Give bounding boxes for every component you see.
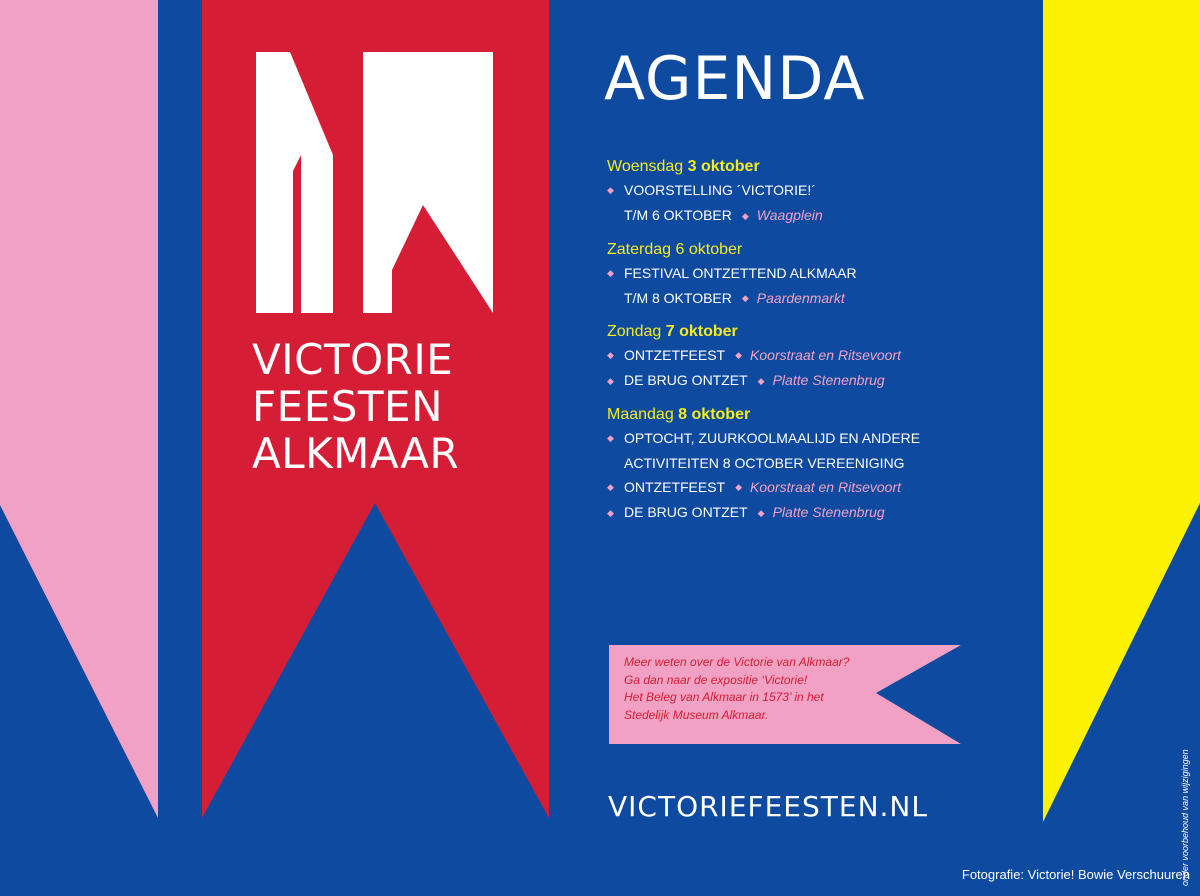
event-title: ONTZETFEEST: [624, 479, 726, 496]
event-line: [607, 451, 1027, 475]
agenda-heading: AGENDA: [604, 44, 866, 114]
event-line: [607, 426, 1027, 451]
day-heading: [607, 321, 1027, 343]
title-line-3: ALKMAAR: [252, 429, 460, 478]
event-title-cont: T/M 8 OKTOBER: [624, 289, 732, 306]
promo-line: Meer weten over de Victorie van Alkmaar?: [624, 655, 850, 669]
promo-line: Het Beleg van Alkmaar in 1573’ in het: [624, 690, 824, 704]
event-line: [607, 343, 1027, 368]
event-location: Koorstraat en Ritsevoort: [750, 479, 902, 496]
bullet-icon: ◆: [607, 482, 614, 493]
day-heading: [607, 404, 1027, 426]
event-location: Koorstraat en Ritsevoort: [750, 347, 902, 364]
event-line: [607, 261, 1027, 286]
title-line-1: VICTORIE: [252, 335, 454, 384]
day-date: 6 oktober: [675, 240, 743, 258]
event-location: Paardenmarkt: [756, 289, 845, 306]
event-title: ONTZETFEEST: [624, 347, 726, 364]
event-location: Platte Stenenbrug: [772, 372, 885, 389]
photo-credit: Fotografie: Victorie! Bowie Verschuuren: [961, 867, 1190, 882]
day-date: 7 oktober: [665, 323, 738, 341]
bullet-icon: ◆: [607, 507, 614, 518]
day-name: Zaterdag: [607, 240, 672, 258]
website-url: VICTORIEFEESTEN.NL: [608, 790, 928, 823]
promo-text: [624, 654, 904, 724]
event-location: Waagplein: [756, 207, 823, 224]
promo-line: Ga dan naar de expositie ‘Victorie!: [624, 672, 808, 687]
event-location: Platte Stenenbrug: [772, 504, 885, 521]
bullet-icon: ◆: [607, 375, 614, 386]
bullet-icon: ◆: [741, 210, 749, 221]
bullet-icon: ◆: [735, 350, 743, 361]
bullet-icon: ◆: [607, 185, 614, 196]
bullet-icon: ◆: [607, 433, 614, 444]
bullet-icon: ◆: [757, 375, 765, 386]
event-title-cont: T/M 6 OKTOBER: [624, 207, 732, 224]
disclaimer-text: onder voorbehoud van wijzigingen: [1180, 749, 1190, 886]
event-title: [252, 336, 459, 477]
promo-line: Stedelijk Museum Alkmaar.: [624, 707, 769, 722]
day-name: Zondag: [607, 323, 662, 341]
bullet-icon: ◆: [757, 507, 765, 518]
event-title: DE BRUG ONTZET: [624, 504, 748, 521]
event-title: VOORSTELLING ´VICTORIE!´: [624, 182, 816, 198]
day-date: 8 oktober: [678, 405, 751, 423]
event-title: FESTIVAL ONTZETTEND ALKMAAR: [624, 264, 857, 281]
event-line: [607, 368, 1027, 393]
event-line: [607, 203, 1027, 228]
event-line: [607, 286, 1027, 311]
day-heading: [607, 156, 1027, 178]
agenda-list: [607, 156, 1027, 526]
event-line: [607, 475, 1027, 500]
bullet-icon: ◆: [607, 267, 614, 278]
bullet-icon: ◆: [735, 482, 743, 493]
event-line: [607, 178, 1027, 203]
event-title: OPTOCHT, ZUURKOOLMAALIJD EN ANDERE: [624, 429, 921, 446]
day-name: Woensdag: [607, 158, 684, 175]
day-heading: [607, 239, 1027, 261]
event-title-cont: ACTIVITEITEN 8 OCTOBER VEREENIGING: [624, 455, 905, 472]
title-line-2: FEESTEN: [252, 382, 444, 431]
day-date: 3 oktober: [687, 158, 760, 175]
event-line: [607, 500, 1027, 525]
event-title: DE BRUG ONTZET: [624, 372, 748, 389]
day-name: Maandag: [607, 405, 674, 423]
bullet-icon: ◆: [741, 293, 749, 304]
bullet-icon: ◆: [607, 350, 614, 361]
